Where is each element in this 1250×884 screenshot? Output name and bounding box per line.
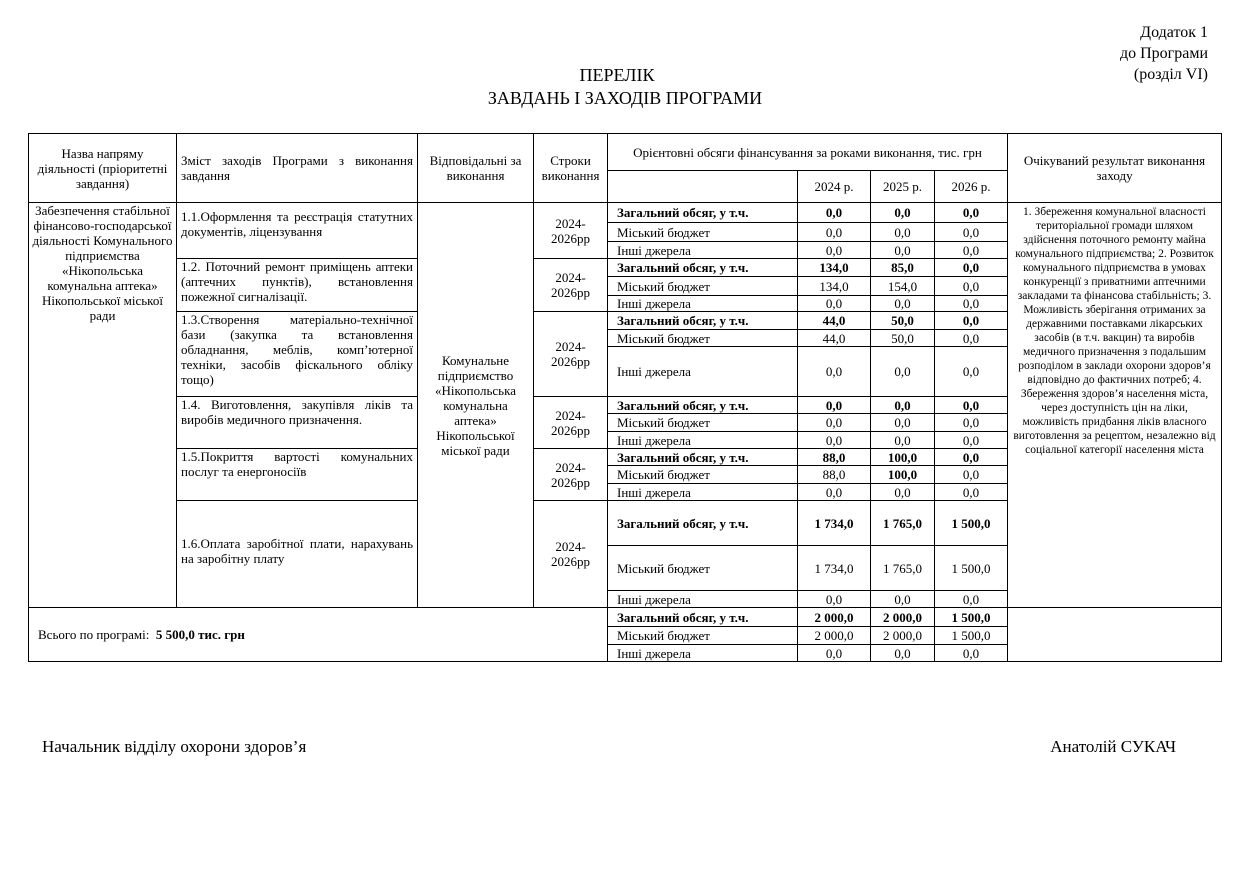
- amount-cell: 100,0: [871, 466, 935, 484]
- amount-cell: 0,0: [798, 242, 871, 259]
- total-label-cell: [29, 608, 608, 662]
- amount-cell: 0,0: [798, 223, 871, 242]
- amount-cell: 50,0: [871, 330, 935, 347]
- source-label: Міський бюджет: [608, 277, 798, 296]
- task-text: 1.5.Покриття вартості комунальних послуг та енергоносіїв: [177, 449, 418, 501]
- source-label: Загальний обсяг, у т.ч.: [608, 501, 798, 546]
- task-text: 1.3.Створення матеріально-технічної бази (закупка та встановлення обладнання, меблів, комп’ютерної техніки, засобів фіскального обліку тощо): [177, 312, 418, 397]
- header-funding: Орієнтовні обсяги фінансування за роками виконання, тис. грн: [608, 134, 1008, 171]
- task-text: 1.4. Виготовлення, закупівля ліків та виробів медичного призначення.: [177, 397, 418, 449]
- amount-cell: 1 765,0: [871, 546, 935, 591]
- term-cell: 2024-2026рр: [534, 259, 608, 312]
- signature-position: Начальник відділу охорони здоров’я: [42, 737, 307, 756]
- term-cell: 2024-2026рр: [534, 449, 608, 501]
- amount-cell: 0,0: [935, 432, 1008, 449]
- amount-cell: 0,0: [935, 449, 1008, 466]
- amount-cell: 88,0: [798, 466, 871, 484]
- source-label: Інші джерела: [608, 484, 798, 501]
- source-label: Загальний обсяг, у т.ч.: [608, 608, 798, 627]
- amount-cell: 0,0: [798, 203, 871, 223]
- tasks-table: [28, 133, 1222, 662]
- amount-cell: 0,0: [871, 645, 935, 662]
- document-title: [0, 64, 1250, 110]
- amount-cell: 0,0: [935, 484, 1008, 501]
- responsible-cell: Комунальне підприємство «Нікопольська комунальна аптека» Нікопольської міської ради: [418, 203, 534, 608]
- header-year: 2026 р.: [935, 171, 1008, 203]
- header-responsible: Відповідальні за виконання: [418, 134, 534, 203]
- term-cell: 2024-2026рр: [534, 203, 608, 259]
- total-result-blank: [1008, 608, 1222, 662]
- task-text: 1.2. Поточний ремонт приміщень аптеки (аптечних пунктів), встановлення пожежної сигналізації.: [177, 259, 418, 312]
- amount-cell: 0,0: [871, 432, 935, 449]
- source-label: Інші джерела: [608, 242, 798, 259]
- amount-cell: 1 734,0: [798, 546, 871, 591]
- source-label: Міський бюджет: [608, 223, 798, 242]
- source-label: Інші джерела: [608, 645, 798, 662]
- header-direction: Назва напряму діяльності (пріоритетні завдання): [29, 134, 177, 203]
- amount-cell: 0,0: [871, 591, 935, 608]
- amount-cell: 0,0: [871, 414, 935, 432]
- amount-cell: 154,0: [871, 277, 935, 296]
- amount-cell: 0,0: [798, 397, 871, 414]
- header-funding-blank: [608, 171, 798, 203]
- header-year: 2024 р.: [798, 171, 871, 203]
- amount-cell: 0,0: [935, 591, 1008, 608]
- amount-cell: 0,0: [935, 645, 1008, 662]
- amount-cell: 1 734,0: [798, 501, 871, 546]
- result-cell: 1. Збереження комунальної власності територіальної громади шляхом здійснення поточного ремонту майна комунального підприємства; 2. Розвиток комунального підприємства в умовах конкуренції з приватними аптечними закладами та фінансова стабільність; 3. Можливість зберігання отриманих за державними поставками лікарських засобів (в т.ч. вакцин) та виробів медичного призначення з подальшим розподілом в заклади охорони здоров’я відповідно до фактичних потреб; 4. Збереження здоров’я населення міста, через доступність цін на ліки, можливість придбання ліків власного виготовлення за рецептом, незалежно від соціальної категорії населення міста: [1008, 203, 1222, 608]
- amount-cell: 1 500,0: [935, 627, 1008, 645]
- source-label: Загальний обсяг, у т.ч.: [608, 397, 798, 414]
- amount-cell: 0,0: [871, 347, 935, 397]
- amount-cell: 44,0: [798, 312, 871, 330]
- amount-cell: 0,0: [935, 277, 1008, 296]
- amount-cell: 88,0: [798, 449, 871, 466]
- amount-cell: 0,0: [935, 347, 1008, 397]
- amount-cell: 0,0: [935, 397, 1008, 414]
- amount-cell: 0,0: [798, 414, 871, 432]
- term-cell: 2024-2026рр: [534, 397, 608, 449]
- source-label: Загальний обсяг, у т.ч.: [608, 312, 798, 330]
- amount-cell: 0,0: [798, 484, 871, 501]
- amount-cell: 1 500,0: [935, 608, 1008, 627]
- amount-cell: 1 500,0: [935, 546, 1008, 591]
- appendix-line-2: до Програми: [1119, 45, 1208, 62]
- term-cell: 2024-2026рр: [534, 312, 608, 397]
- source-label: Міський бюджет: [608, 414, 798, 432]
- header-terms: Строки виконання: [534, 134, 608, 203]
- amount-cell: 1 500,0: [935, 501, 1008, 546]
- source-label: Міський бюджет: [608, 546, 798, 591]
- amount-cell: 0,0: [935, 223, 1008, 242]
- amount-cell: 85,0: [871, 259, 935, 277]
- amount-cell: 0,0: [935, 296, 1008, 312]
- amount-cell: 0,0: [798, 296, 871, 312]
- amount-cell: 134,0: [798, 277, 871, 296]
- amount-cell: 2 000,0: [798, 627, 871, 645]
- task-text: 1.1.Оформлення та реєстрація статутних документів, ліцензування: [177, 203, 418, 259]
- source-label: Загальний обсяг, у т.ч.: [608, 203, 798, 223]
- amount-cell: 0,0: [935, 312, 1008, 330]
- amount-cell: 44,0: [798, 330, 871, 347]
- term-cell: 2024-2026рр: [534, 501, 608, 608]
- appendix-line-3: (розділ VI): [1133, 66, 1208, 83]
- amount-cell: 0,0: [871, 397, 935, 414]
- amount-cell: 0,0: [798, 347, 871, 397]
- header-content: Зміст заходів Програми з виконання завдання: [177, 134, 418, 203]
- amount-cell: 0,0: [935, 466, 1008, 484]
- amount-cell: 2 000,0: [798, 608, 871, 627]
- amount-cell: 0,0: [871, 296, 935, 312]
- amount-cell: 0,0: [798, 432, 871, 449]
- source-label: Інші джерела: [608, 432, 798, 449]
- table-row: [29, 203, 1222, 223]
- source-label: Міський бюджет: [608, 330, 798, 347]
- amount-cell: 1 765,0: [871, 501, 935, 546]
- title-line-1: ПЕРЕЛІК: [579, 65, 655, 85]
- amount-cell: 0,0: [935, 203, 1008, 223]
- source-label: Міський бюджет: [608, 466, 798, 484]
- amount-cell: 0,0: [935, 259, 1008, 277]
- title-line-2: ЗАВДАНЬ І ЗАХОДІВ ПРОГРАМИ: [487, 88, 763, 108]
- appendix-line-1: Додаток 1: [1140, 24, 1208, 41]
- source-label: Інші джерела: [608, 296, 798, 312]
- amount-cell: 0,0: [935, 242, 1008, 259]
- header-result: Очікуваний результат виконання заходу: [1008, 134, 1222, 203]
- amount-cell: 0,0: [798, 645, 871, 662]
- amount-cell: 2 000,0: [871, 627, 935, 645]
- total-label: Всього по програмі:: [38, 627, 150, 642]
- source-label: Загальний обсяг, у т.ч.: [608, 449, 798, 466]
- amount-cell: 0,0: [871, 242, 935, 259]
- amount-cell: 0,0: [798, 591, 871, 608]
- source-label: Інші джерела: [608, 591, 798, 608]
- total-row: [29, 608, 1222, 627]
- amount-cell: 134,0: [798, 259, 871, 277]
- amount-cell: 100,0: [871, 449, 935, 466]
- direction-cell: Забезпечення стабільної фінансово-господарської діяльності Комунального підприємства «Нікопольська комунальна аптека» Нікопольської міської ради: [29, 203, 177, 608]
- amount-cell: 0,0: [871, 203, 935, 223]
- amount-cell: 0,0: [935, 330, 1008, 347]
- task-text: 1.6.Оплата заробітної плати, нарахувань на заробітну плату: [177, 501, 418, 608]
- header-year: 2025 р.: [871, 171, 935, 203]
- amount-cell: 50,0: [871, 312, 935, 330]
- amount-cell: 0,0: [871, 484, 935, 501]
- source-label: Інші джерела: [608, 347, 798, 397]
- amount-cell: 0,0: [935, 414, 1008, 432]
- total-amount: 5 500,0 тис. грн: [155, 627, 245, 642]
- source-label: Міський бюджет: [608, 627, 798, 645]
- amount-cell: 0,0: [871, 223, 935, 242]
- amount-cell: 2 000,0: [871, 608, 935, 627]
- signature-name: Анатолій СУКАЧ: [1050, 737, 1176, 756]
- source-label: Загальний обсяг, у т.ч.: [608, 259, 798, 277]
